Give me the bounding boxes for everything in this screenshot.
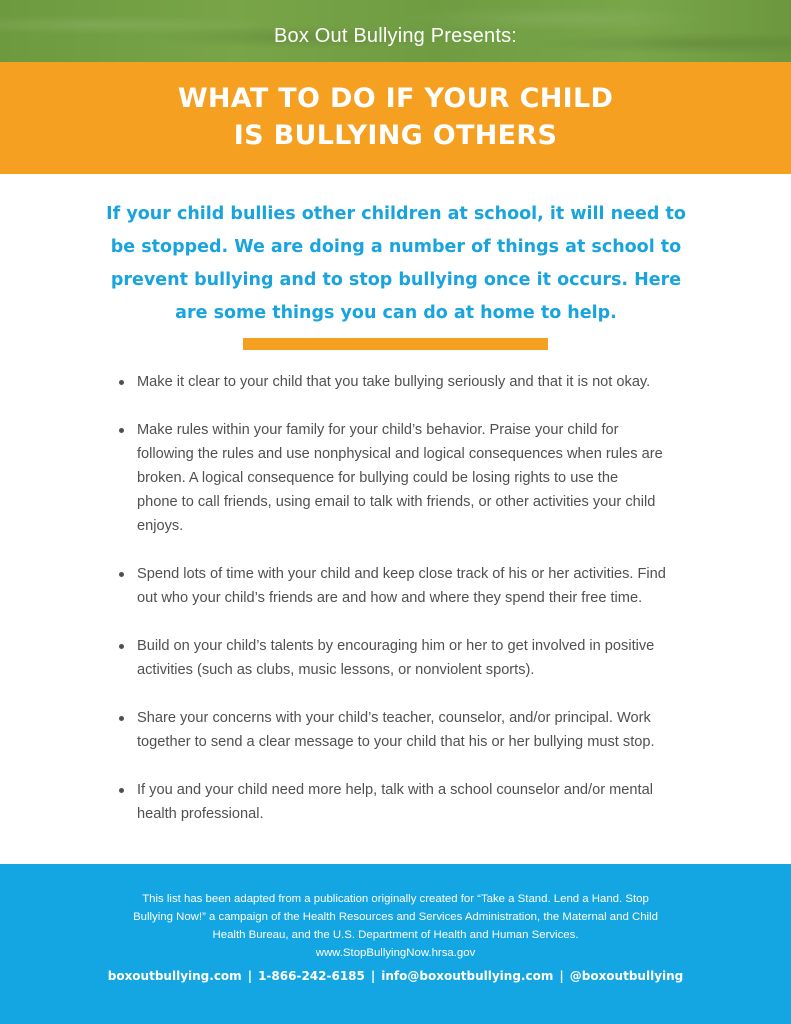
bullet-icon [119,572,124,577]
list-item-line: together to send a clear message to your child that his or her bullying must stop. [137,734,655,750]
bullet-icon [119,380,124,385]
list-item-line: enjoys. [137,518,184,534]
header-banner [0,0,791,62]
list-item [118,370,730,394]
page-title [0,80,791,154]
intro-line: If your child bullies other children at school, it will need to [106,204,686,224]
list-item-line: Build on your child’s talents by encouraging him or her to get involved in positive [137,638,655,654]
bullet-icon [119,716,124,721]
presents-text: Box Out Bullying Presents: [273,25,518,47]
attribution-line: Bullying Now!” a campaign of the Health Resources and Services Administration, the Maternal and Child [133,911,658,923]
footer-banner [0,864,791,1024]
title-banner [0,62,791,174]
list-item-line: Spend lots of time with your child and keep close track of his or her activities. Find [137,566,666,582]
contact-bar [0,967,791,985]
list-item-line: Make it clear to your child that you take bullying seriously and that it is not okay. [137,374,651,390]
attribution-note [0,890,791,962]
list-item-line: broken. A logical consequence for bullying could be losing rights to use the [137,470,619,486]
separator: | [370,969,376,983]
phone-link[interactable]: 1-866-242-6185 [258,969,365,983]
list-item [118,634,730,682]
bullet-icon [119,428,124,433]
list-item-line: phone to call friends, using email to talk with friends, or other activities your child [137,494,656,510]
social-handle-link[interactable]: @boxoutbullying [569,969,684,983]
intro-paragraph [90,198,702,330]
email-link[interactable]: info@boxoutbullying.com [381,969,554,983]
intro-line: prevent bullying and to stop bullying once it occurs. Here [110,270,682,290]
list-item [118,706,730,754]
separator: | [247,969,253,983]
list-item-line: Make rules within your family for your child’s behavior. Praise your child for [137,422,619,438]
list-item-line: If you and your child need more help, talk with a school counselor and/or mental [137,782,653,798]
attribution-line: This list has been adapted from a publication originally created for “Take a Stand. Lend a Hand. Stop [142,893,649,905]
intro-line: are some things you can do at home to help. [175,303,617,323]
list-item-line: following the rules and use nonphysical and logical consequences when rules are [137,446,663,462]
list-item-line: health professional. [137,806,264,822]
bullet-icon [119,644,124,649]
title-line: WHAT TO DO IF YOUR CHILD [177,83,614,114]
website-link[interactable]: boxoutbullying.com [107,969,242,983]
list-item-line: Share your concerns with your child’s teacher, counselor, and/or principal. Work [137,710,651,726]
intro-line: be stopped. We are doing a number of things at school to [110,237,682,257]
attribution-line: Health Bureau, and the U.S. Department of Health and Human Services. [212,929,579,941]
list-item-line: out who your child’s friends are and how and where they spend their free time. [137,590,643,606]
tips-list [118,370,730,850]
list-item [118,778,730,826]
list-item [118,562,730,610]
list-item [118,418,730,538]
bullet-icon [119,788,124,793]
separator: | [559,969,564,983]
title-line: IS BULLYING OTHERS [233,120,558,151]
list-item-line: activities (such as clubs, music lessons, or nonviolent sports). [137,662,535,678]
source-url-link[interactable]: www.StopBullyingNow.hrsa.gov [315,947,476,959]
orange-divider [243,338,548,350]
